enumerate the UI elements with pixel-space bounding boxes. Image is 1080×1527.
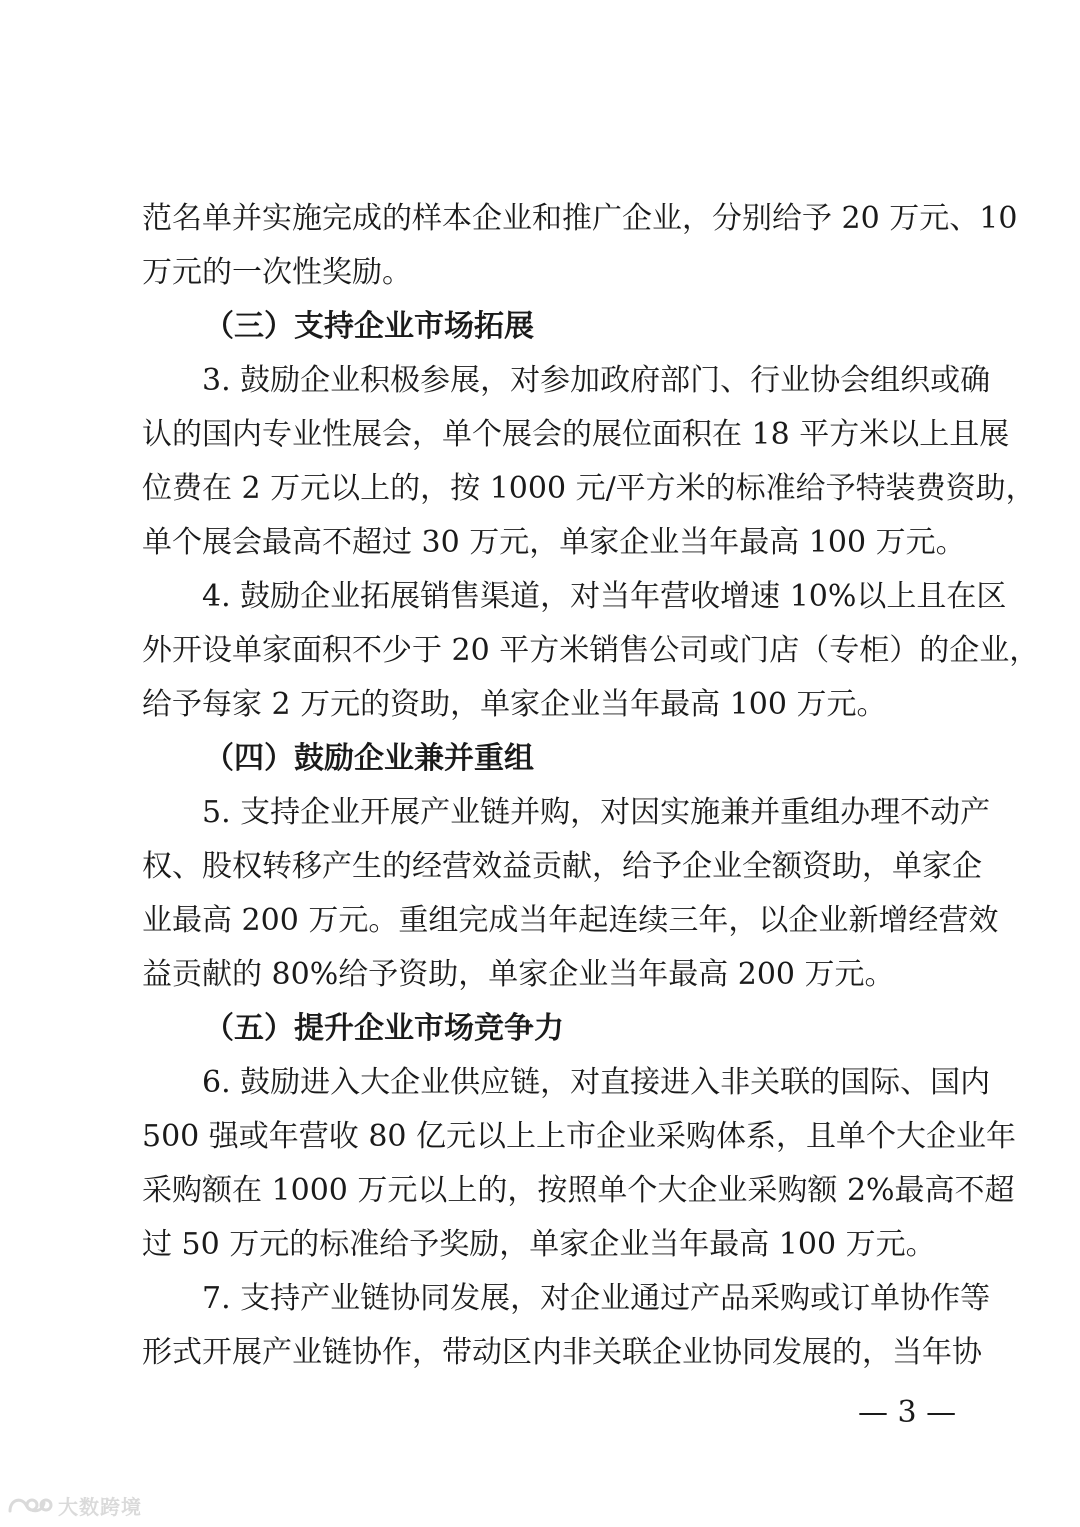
paragraph-line: 6. 鼓励进入大企业供应链，对直接进入非关联的国际、国内 [202,1065,991,1100]
paragraph-line: 过 50 万元的标准给予奖励，单家企业当年最高 100 万元。 [142,1227,936,1262]
paragraph-line: 4. 鼓励企业拓展销售渠道，对当年营收增速 10%以上且在区 [202,579,1007,614]
paragraph-line: 500 强或年营收 80 亿元以上上市企业采购体系，且单个大企业年 [142,1119,1017,1154]
paragraph-line: 采购额在 1000 万元以上的，按照单个大企业采购额 2%最高不超 [142,1173,1015,1208]
section-heading: （四）鼓励企业兼并重组 [204,741,534,776]
document-body [142,192,1040,1380]
paragraph-line: 位费在 2 万元以上的，按 1000 元/平方米的标准给予特装费资助， [142,471,1036,506]
paragraph-line: 认的国内专业性展会，单个展会的展位面积在 18 平方米以上且展 [142,417,1010,452]
paragraph-line: 业最高 200 万元。重组完成当年起连续三年，以企业新增经营效 [142,903,999,938]
paragraph-line: 范名单并实施完成的样本企业和推广企业，分别给予 20 万元、10 [142,201,1018,236]
paragraph-line: 3. 鼓励企业积极参展，对参加政府部门、行业协会组织或确 [202,363,991,398]
paragraph-line: 权、股权转移产生的经营效益贡献，给予企业全额资助，单家企 [142,849,982,884]
paragraph-line: 7. 支持产业链协同发展，对企业通过产品采购或订单协作等 [202,1281,991,1316]
paragraph-line: 形式开展产业链协作，带动区内非关联企业协同发展的，当年协 [142,1335,982,1370]
paragraph-line: 外开设单家面积不少于 20 平方米销售公司或门店（专柜）的企业， [142,633,1040,668]
section-heading: （三）支持企业市场拓展 [204,309,534,344]
section-heading: （五）提升企业市场竞争力 [204,1011,564,1046]
watermark-text: 大数跨境 [58,1494,142,1519]
paragraph-line: 益贡献的 80%给予资助，单家企业当年最高 200 万元。 [142,957,895,992]
watermark-logo-icon [6,1491,54,1519]
page-number: — 3 — [858,1395,957,1430]
paragraph-line: 万元的一次性奖励。 [142,255,412,290]
paragraph-line: 5. 支持企业开展产业链并购，对因实施兼并重组办理不动产 [202,795,991,830]
paragraph-line: 给予每家 2 万元的资助，单家企业当年最高 100 万元。 [142,687,887,722]
watermark [6,1490,142,1520]
paragraph-line: 单个展会最高不超过 30 万元，单家企业当年最高 100 万元。 [142,525,966,560]
